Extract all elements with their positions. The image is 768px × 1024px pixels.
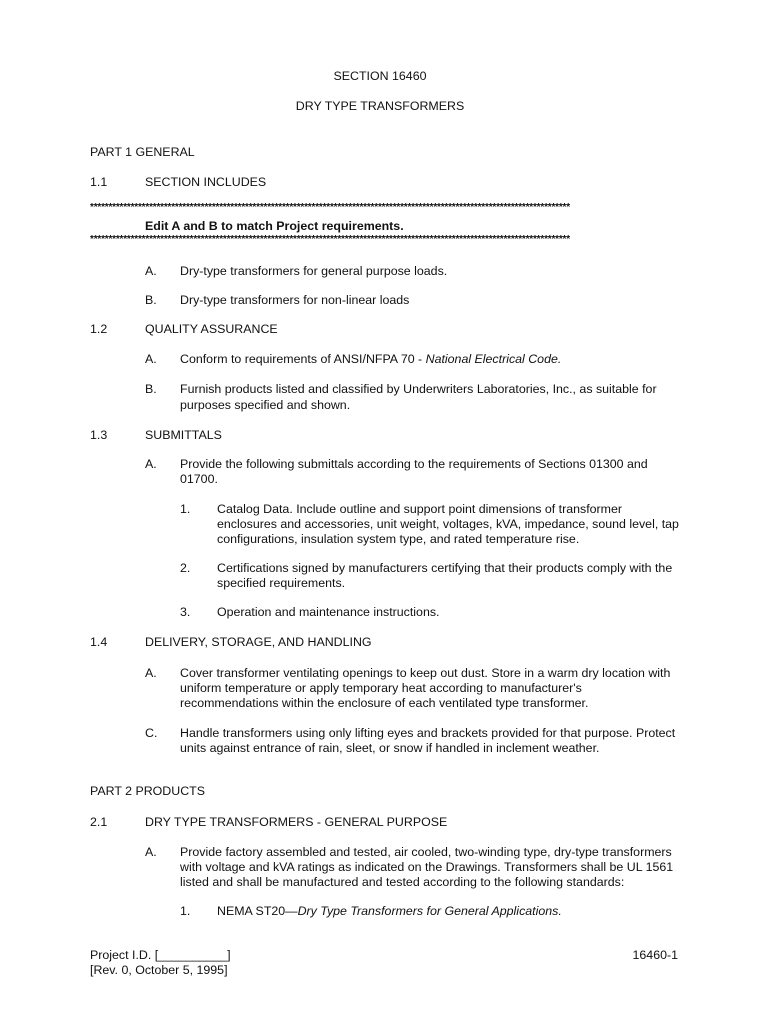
subitem-text-line: Catalog Data. Include outline and support point dimensions of transformer [217,502,622,516]
item-text [180,352,561,367]
article-title: SECTION INCLUDES [145,175,267,189]
section-title: DRY TYPE TRANSFORMERS [295,99,465,113]
footer-revision: [Rev. 0, October 5, 1995] [90,963,228,977]
item-letter: C. [145,726,158,740]
part2-heading: PART 2 PRODUCTS [90,784,205,798]
item-text-plain: Conform to requirements of ANSI/NFPA 70 - [180,352,426,366]
article-number: 1.3 [90,428,108,442]
item-text: Dry-type transformers for general purpose loads. [180,264,448,278]
subitem-text-line: specified requirements. [217,576,346,590]
article-title: DELIVERY, STORAGE, AND HANDLING [145,635,372,649]
item-text-italic: National Electrical Code. [425,352,562,366]
article-title: QUALITY ASSURANCE [145,322,278,336]
item-letter: B. [145,382,157,396]
item-text-line: with voltage and kVA ratings as indicated on the Drawings. Transformers shall be UL 1561 [180,860,674,874]
item-letter: A. [145,352,157,366]
subitem-text-line: Certifications signed by manufacturers certifying that their products comply with the [217,561,673,575]
item-text-line: purposes specified and shown. [180,398,351,412]
item-text-line: Provide the following submittals according to the requirements of Sections 01300 and [180,457,648,471]
article-number: 1.2 [90,322,108,336]
item-letter: B. [145,293,157,307]
subitem-text-italic: Dry Type Transformers for General Applications. [297,904,562,918]
item-letter: A. [145,264,157,278]
footer-page-number: 16460-1 [632,948,678,962]
footer-project-id: Project I.D. [__________] [90,948,231,962]
subitem-number: 2. [180,561,191,575]
subitem-number: 1. [180,502,191,516]
editor-note: Edit A and B to match Project requirements. [145,219,404,233]
article-number: 1.1 [90,175,108,189]
subitem-number: 1. [180,904,191,918]
item-letter: A. [145,457,157,471]
item-text-line: units against entrance of rain, sleet, or snow if handled in inclement weather. [180,741,600,755]
subitem-text-line: enclosures and accessories, unit weight, voltages, kVA, impedance, sound level, tap [217,517,679,531]
article-number: 2.1 [90,815,108,829]
item-text-line: Furnish products listed and classified by Underwriters Laboratories, Inc., as suitable for [180,382,657,396]
item-text-line: uniform temperature or apply temporary heat according to manufacturer's [180,681,582,695]
article-title: DRY TYPE TRANSFORMERS - GENERAL PURPOSE [145,815,448,829]
subitem-text [217,904,562,919]
item-text: Dry-type transformers for non-linear loads [180,293,410,307]
item-text-line: recommendations within the enclosure of each ventilated type transformer. [180,696,589,710]
item-text-line: listed and shall be manufactured and tested according to the following standards: [180,875,625,889]
article-number: 1.4 [90,635,108,649]
item-letter: A. [145,845,157,859]
item-text-line: 01700. [180,472,218,486]
subitem-text-line: configurations, insulation system type, and rated temperature rise. [217,532,580,546]
item-text-line: Cover transformer ventilating openings to keep out dust. Store in a warm dry location with [180,666,671,680]
section-number: SECTION 16460 [333,69,427,83]
subitem-text-plain: NEMA ST20— [217,904,298,918]
item-text-line: Provide factory assembled and tested, air cooled, two-winding type, dry-type transformers [180,845,672,859]
subitem-number: 3. [180,605,191,619]
subitem-text-line: Operation and maintenance instructions. [217,605,440,619]
article-title: SUBMITTALS [145,428,222,442]
editor-note-border-top: ********************************************************************************************************************************** [90,203,570,213]
part1-heading: PART 1 GENERAL [90,145,195,159]
editor-note-border-bottom: ********************************************************************************************************************************** [90,235,570,245]
item-letter: A. [145,666,157,680]
item-text-line: Handle transformers using only lifting eyes and brackets provided for that purpose. Protect [180,726,676,740]
